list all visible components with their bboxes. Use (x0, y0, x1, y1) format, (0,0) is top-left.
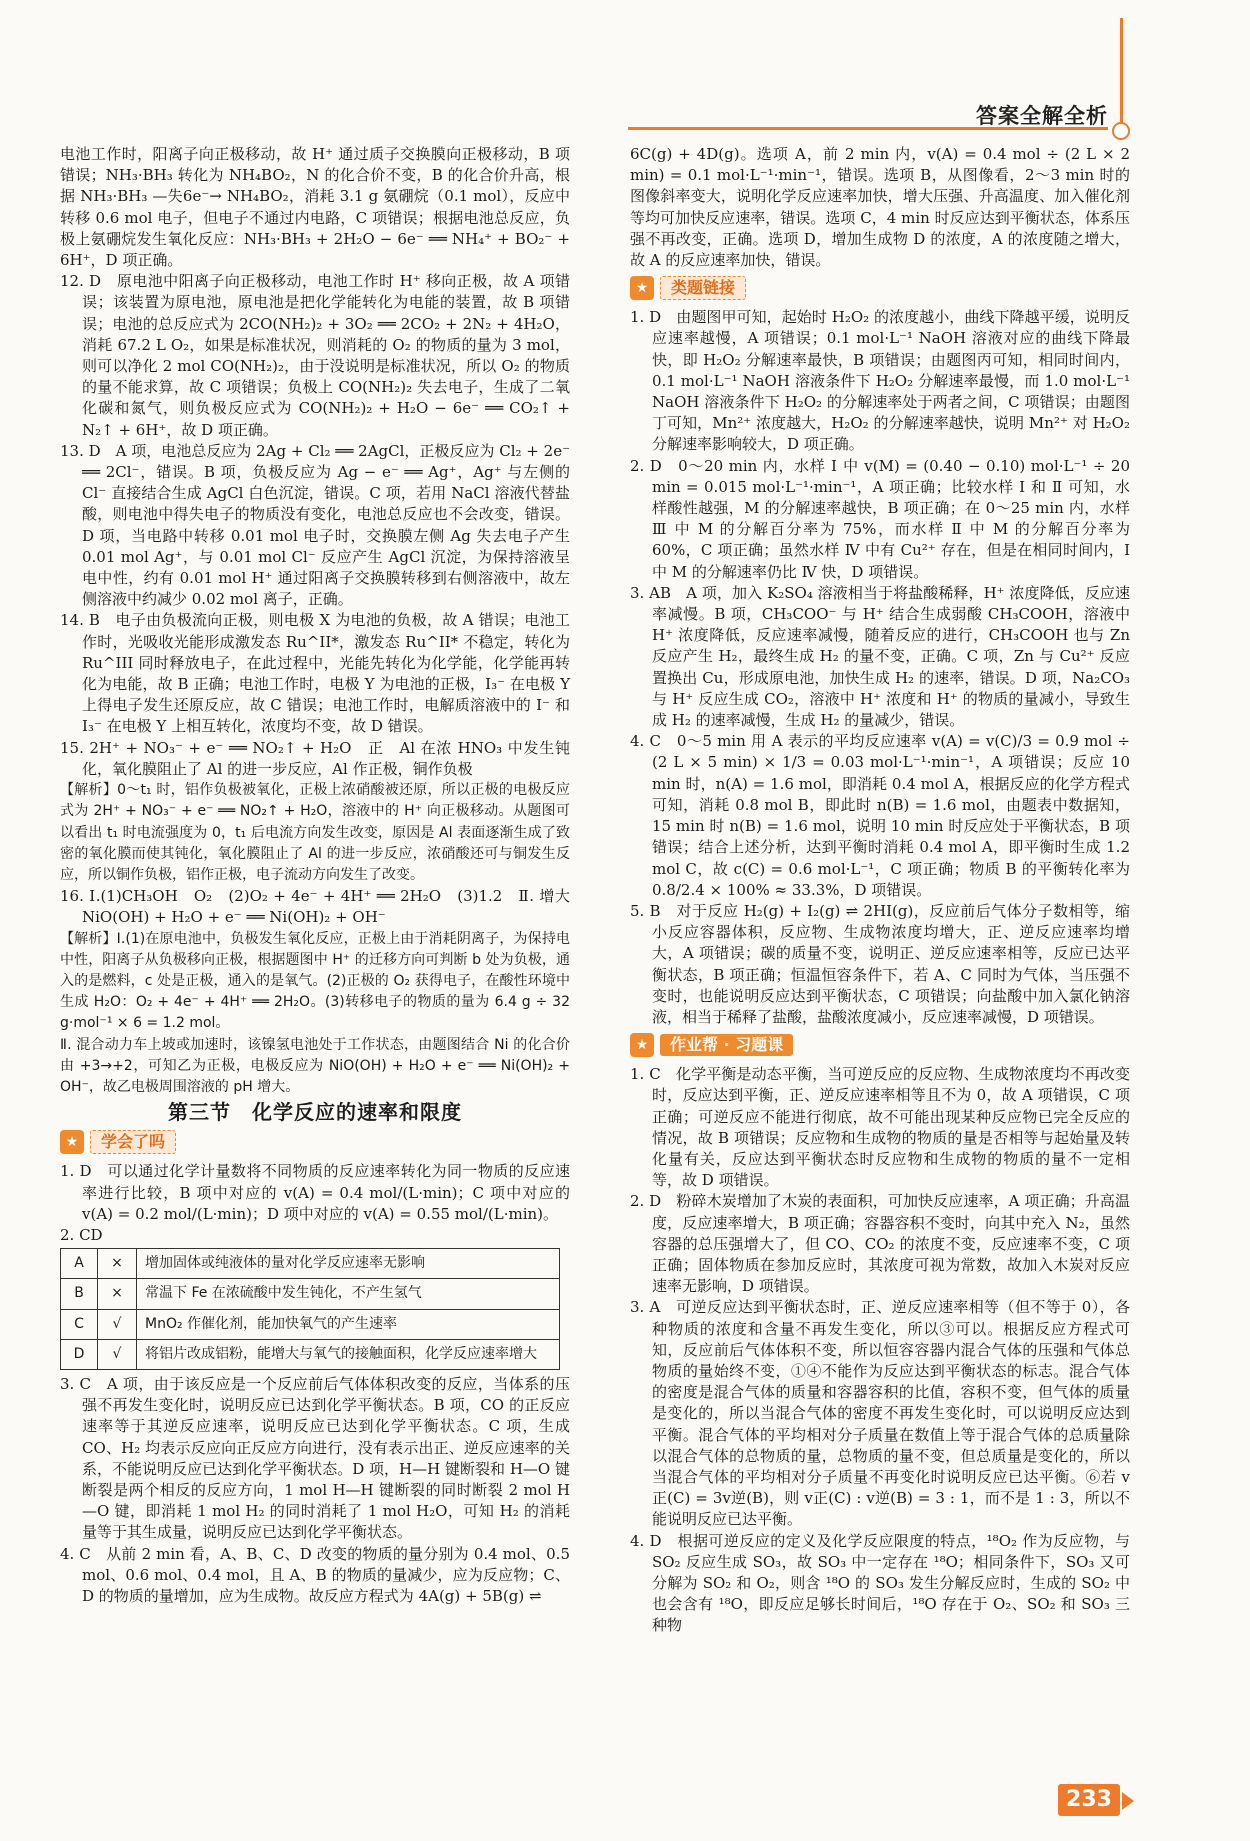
learn-answer-1: 1. D 可以通过化学计量数将不同物质的反应速率转化为同一物质的反应速率进行比较，B 项中对应的 v(A) = 0.4 mol/(L·min)；C 项中对应的 v(A) = 0.2 mol/(L·min)；D 项中对应的 v(A) = 0.55 mol/(L·min)。 (60, 1162, 570, 1223)
banner-homework-label: 作业帮 · 习题课 (660, 1034, 793, 1056)
table-cell-mark: √ (98, 1339, 137, 1369)
page-header (0, 0, 1250, 140)
table-cell-text: MnO₂ 作催化剂，能加快氧气的产生速率 (137, 1309, 560, 1339)
analysis-16-part2: Ⅱ. 混合动力车上坡或加速时，该镍氢电池处于工作状态，由题图结合 Ni 的化合价由 +3→+2，可知乙为正极，电极反应为 NiO(OH) + H₂O + e⁻ ══ Ni(OH)₂ + OH⁻，故乙电极周围溶液的 pH 增大。 (60, 1036, 570, 1095)
banner-learn (60, 1129, 570, 1155)
analysis-16-part1: 【解析】Ⅰ.(1)在原电池中，负极发生氧化反应，正极上由于消耗阴离子，为保持电中性，阳离子从负极移向正极，根据题图中 H⁺ 的迁移方向可判断 b 处为负极，通入的是燃料，c 处是正极，通入的是氧气。(2)正极的 O₂ 获得电子，在酸性环境中生成 H₂O：O₂ + 4e⁻ + 4H⁺ ══ 2H₂O。(3)转移电子的物质的量为 6.4 g ÷ 32 g·mol⁻¹ × 6 = 1.2 mol。 (60, 930, 570, 1032)
section-title: 第三节 化学反应的速率和限度 (168, 1100, 462, 1125)
header-dot-icon (1112, 122, 1130, 140)
table-cell-option: D (61, 1339, 98, 1369)
table-row (61, 1249, 560, 1279)
table-cell-option: B (61, 1279, 98, 1309)
left-intro: 电池工作时，阳离子向正极移动，故 H⁺ 通过质子交换膜向正极移动，B 项错误；NH₃·BH₃ 转化为 NH₄BO₂，N 的化合价不变，B 的化合价升高，根据 NH₃·BH₃ —失6e⁻→ NH₄BO₂，消耗 3.1 g 氨硼烷（0.1 mol），反应中转移 0.6 mol 电子，但电子不通过内电路，C 项错误；根据电池总反应，负极上氨硼烷发生氧化反应：NH₃·BH₃ + 2H₂O − 6e⁻ ══ NH₄⁺ + BO₂⁻ + 6H⁺，D 项正确。 (60, 145, 570, 270)
table-row (61, 1309, 560, 1339)
lightbulb-icon: ★ (630, 276, 654, 300)
table-cell-option: C (61, 1309, 98, 1339)
link-answer-3: 3. AB A 项，加入 K₂SO₄ 溶液相当于将盐酸稀释，H⁺ 浓度降低，反应速率减慢。B 项，CH₃COO⁻ 与 H⁺ 结合生成弱酸 CH₃COOH，溶液中 H⁺ 浓度降低，反应速率减慢，随着反应的进行，CH₃COOH 也与 Zn 反应产生 H₂，最终生成 H₂ 的量不变，正确。C 项，Zn 与 Cu²⁺ 反应置换出 Cu，形成原电池，加快生成 H₂ 的速率，错误。D 项，Na₂CO₃ 与 H⁺ 反应生成 CO₂，溶液中 H⁺ 浓度和 H⁺ 的物质的量减小，导致生成 H₂ 的速率减慢，生成 H₂ 的量减少，错误。 (630, 583, 1130, 730)
table-cell-text: 将铝片改成铝粉，能增大与氧气的接触面积，化学反应速率增大 (137, 1339, 560, 1369)
homework-answer-3: 3. A 可逆反应达到平衡状态时，正、逆反应速率相等（但不等于 0），各种物质的浓度和含量不再发生变化，所以③可以。根据反应方程式可知，反应前后气体体积不变，所以恒容容器内混合气体的压强和气体总物质的量始终不变，①④不能作为反应达到平衡状态的标志。混合气体的密度是混合气体的质量和容器容积的比值，容积不变，但气体的质量是变化的，所以当混合气体的密度不再发生变化时，可以说明反应达到平衡。混合气体的平均相对分子质量在数值上等于混合气体的总质量除以混合气体的总物质的量，总物质的量不变，但总质量是变化的，所以当混合气体的平均相对分子质量不再变化时说明反应已达平衡。⑥若 v正(C) = 3v逆(B)，则 v正(C) : v逆(B) = 3 : 1，而不是 1 : 3，所以不能说明反应已达平衡。 (630, 1298, 1130, 1529)
analysis-15: 【解析】0～t₁ 时，铝作负极被氧化，正极上浓硝酸被还原，所以正极的电极反应式为 2H⁺ + NO₃⁻ + e⁻ ══ NO₂↑ + H₂O，溶液中的 H⁺ 向正极移动。从题图可以看出 t₁ 时电流强度为 0，t₁ 后电流方向发生改变，原因是 Al 表面逐渐生成了致密的氧化膜而使其钝化，氧化膜阻止了 Al 的进一步反应，浓硝酸还可与铜发生反应，所以铜作负极，铝作正极，电子流动方向发生了改变。 (60, 782, 570, 883)
right-column (630, 144, 1130, 1637)
header-title: 答案全解全析 (976, 104, 1108, 128)
header-vertical-line (1120, 18, 1123, 130)
table-cell-mark: √ (98, 1309, 137, 1339)
answer-15: 15. 2H⁺ + NO₃⁻ + e⁻ ══ NO₂↑ + H₂O 正 Al 在浓 HNO₃ 中发生钝化，氧化膜阻止了 Al 的进一步反应，Al 作正极，铜作负极 (60, 738, 570, 778)
learn-answer-2: 2. CD (60, 1225, 103, 1244)
answer-14: 14. B 电子由负极流向正极，则电极 X 为电池的负极，故 A 错误；电池工作时，光吸收光能形成激发态 Ru^II*，激发态 Ru^II* 不稳定，转化为 Ru^III 同时释放电子，在此过程中，光能先转化为化学能，化学能再转化为电能，故 B 正确；电池工作时，电极 Y 为电池的正极，I₃⁻ 在电极 Y 上得电子发生还原反应，故 C 错误；电池工作时，电解质溶液中的 I⁻ 和 I₃⁻ 在电极 Y 上相互转化，浓度均不变，故 D 错误。 (60, 611, 570, 736)
link-answer-4: 4. C 0～5 min 用 A 表示的平均反应速率 v(A) = v(C)/3 = 0.9 mol ÷ (2 L × 5 min) × 1/3 = 0.03 mol·L⁻¹·min⁻¹，A 项错误；反应 10 min 时，n(A) = 1.6 mol，即消耗 0.4 mol A，根据反应的化学方程式可知，消耗 0.8 mol B，即此时 n(B) = 1.6 mol，由题表中数据知，15 min 时 n(B) = 1.6 mol，说明 10 min 时反应处于平衡状态，B 项错误；结合上述分析，达到平衡时消耗 0.4 mol A，即平衡时生成 1.2 mol C，故 c(C) = 0.6 mol·L⁻¹，C 项正确；物质 B 的平衡转化率为 0.8/2.4 × 100% ≈ 33.3%，D 项错误。 (630, 732, 1130, 899)
banner-link (630, 275, 1130, 301)
table-cell-mark: × (98, 1249, 137, 1279)
answer-16: 16. Ⅰ.(1)CH₃OH O₂ (2)O₂ + 4e⁻ + 4H⁺ ══ 2H₂O (3)1.2 Ⅱ. 增大 NiO(OH) + H₂O + e⁻ ══ Ni(OH)₂ + OH⁻ (60, 887, 586, 927)
arrow-right-icon (1122, 1792, 1134, 1810)
table-row (61, 1339, 560, 1369)
homework-answer-2: 2. D 粉碎木炭增加了木炭的表面积，可加快反应速率，A 项正确；升高温度，反应速率增大，B 项正确；容器容积不变时，向其中充入 N₂，虽然容器的总压强增大了，但 CO、CO₂ 的浓度不变，反应速率不变，C 项正确；固体物质在参加反应时，其浓度可视为常数，故加入木炭对反应速率无影响，D 项错误。 (630, 1192, 1130, 1296)
banner-homework (630, 1032, 1130, 1058)
table-cell-text: 增加固体或纯液体的量对化学反应速率无影响 (137, 1249, 560, 1279)
answer-13: 13. D A 项，电池总反应为 2Ag + Cl₂ ══ 2AgCl，正极反应为 Cl₂ + 2e⁻ ══ 2Cl⁻，错误。B 项，负极反应为 Ag − e⁻ ══ Ag⁺，Ag⁺ 与左侧的 Cl⁻ 直接结合生成 AgCl 白色沉淀，错误。C 项，若用 NaCl 溶液代替盐酸，则电池中得失电子的物质没有变化，电池总反应也不会改变，错误。D 项，当电路中转移 0.01 mol 电子时，交换膜左侧 Ag 失去电子产生 0.01 mol Ag⁺，与 0.01 mol Cl⁻ 反应产生 AgCl 沉淀，为保持溶液呈电中性，约有 0.01 mol H⁺ 通过阳离子交换膜转移到右侧溶液中，故左侧溶液中约减少 0.02 mol 离子，正确。 (60, 441, 570, 609)
table-row (61, 1279, 560, 1309)
table-cell-mark: × (98, 1279, 137, 1309)
learn-answer-4: 4. C 从前 2 min 看，A、B、C、D 改变的物质的量分别为 0.4 mol、0.5 mol、0.6 mol、0.4 mol，且 A、B 的物质的量减少，应为反应物；C、D 的物质的量增加，应为生成物。故反应方程式为 4A(g) + 5B(g) ⇌ (60, 1544, 570, 1605)
left-column (60, 144, 586, 1607)
table-cell-text: 常温下 Fe 在浓硫酸中发生钝化，不产生氢气 (137, 1279, 560, 1309)
answer-table (60, 1248, 560, 1370)
banner-link-label: 类题链接 (660, 276, 746, 300)
banner-learn-label: 学会了吗 (90, 1130, 176, 1154)
learn-answer-3: 3. C A 项，由于该反应是一个反应前后气体体积改变的反应，当体系的压强不再发生变化时，说明反应已达到化学平衡状态。B 项，CO 的正反应速率等于其逆反应速率，说明反应已达到化学平衡状态。C 项，生成 CO、H₂ 均表示反应向正反应方向进行，没有表示出正、逆反应速率的关系，不能说明反应已达到化学平衡状态。D 项，H—H 键断裂和 H—O 键断裂是两个相反的反应方向，1 mol H—H 键断裂的同时断裂 2 mol H—O 键，即消耗 1 mol H₂ 的同时消耗了 1 mol H₂O，可知 H₂ 的消耗量等于其生成量，说明反应已达到化学平衡状态。 (60, 1374, 570, 1542)
answer-12: 12. D 原电池中阳离子向正极移动，电池工作时 H⁺ 移向正极，故 A 项错误；该装置为原电池，原电池是把化学能转化为电能的装置，故 B 项错误；电池的总反应式为 2CO(NH₂)₂ + 3O₂ ══ 2CO₂ + 2N₂ + 4H₂O，消耗 67.2 L O₂，如果是标准状况，则消耗的 O₂ 的物质的量为 3 mol，则可以净化 2 mol CO(NH₂)₂，由于没说明是标准状况，所以 O₂ 的物质的量不能求算，故 C 项错误；负极上 CO(NH₂)₂ 失去电子，生成了二氧化碳和氮气，则负极反应式为 CO(NH₂)₂ + H₂O − 6e⁻ ══ CO₂↑ + N₂↑ + 6H⁺，故 D 项正确。 (60, 272, 570, 439)
link-answer-5: 5. B 对于反应 H₂(g) + I₂(g) ⇌ 2HI(g)，反应前后气体分子数相等，缩小反应容器体积，反应物、生成物浓度均增大，正、逆反应速率均增大，A 项错误；碳的质量不变，说明正、逆反应速率相等，反应已达平衡状态，B 项正确；恒温恒容条件下，若 A、C 同时为气体，当压强不变时，也能说明反应达到平衡状态，C 项错误；向盐酸中加入氯化钠溶液，相当于稀释了盐酸，盐酸浓度减小，反应速率减慢，D 项错误。 (630, 901, 1130, 1026)
right-intro: 6C(g) + 4D(g)。选项 A，前 2 min 内，v(A) = 0.4 mol ÷ (2 L × 2 min) = 0.1 mol·L⁻¹·min⁻¹，错误。选项 B，从图像看，2～3 min 时的图像斜率变大，说明化学反应速率加快，增大压强、升高温度、加入催化剂等均可加快反应速率，错误。选项 C，4 min 时反应达到平衡状态，体系压强不再改变，正确。选项 D，增加生成物 D 的浓度，A 的浓度随之增大，故 A 的反应速率加快，错误。 (630, 145, 1130, 270)
homework-answer-1: 1. C 化学平衡是动态平衡，当可逆反应的反应物、生成物浓度均不再改变时，反应达到平衡，正、逆反应速率相等且不为 0，故 A 项错误，C 项正确；可逆反应不能进行彻底，故不可能出现某种反应物已完全反应的情况，故 B 项错误；反应物和生成物的物质的量是否相等与起始量及转化量有关，反应达到平衡状态时反应物和生成物的物质的量不一定相等，故 D 项错误。 (630, 1065, 1130, 1190)
homework-answer-4: 4. D 根据可逆反应的定义及化学反应限度的特点，¹⁸O₂ 作为反应物，与 SO₂ 反应生成 SO₃，故 SO₃ 中一定存在 ¹⁸O；相同条件下，SO₃ 又可分解为 SO₂ 和 O₂，则含 ¹⁸O 的 SO₃ 发生分解反应时，生成的 SO₂ 中也会含有 ¹⁸O，即反应足够长时间后，¹⁸O 存在于 O₂、SO₂ 和 SO₃ 三种物 (630, 1531, 1130, 1635)
page-number: 233 (1058, 1784, 1120, 1816)
link-answer-2: 2. D 0～20 min 内，水样 Ⅰ 中 v(M) = (0.40 − 0.10) mol·L⁻¹ ÷ 20 min = 0.015 mol·L⁻¹·min⁻¹，A 项正确；比较水样 Ⅰ 和 Ⅱ 可知，水样酸性越强，M 的分解速率越快，B 项正确；在 0～25 min 内，水样 Ⅲ 中 M 的分解百分率为 75%，而水样 Ⅱ 中 M 的分解百分率为 60%，C 项正确；虽然水样 Ⅳ 中有 Cu²⁺ 存在，但是在相同时间内，Ⅰ 中 M 的分解速率仍比 Ⅳ 快，D 项错误。 (630, 456, 1130, 581)
lightbulb-icon: ★ (60, 1130, 84, 1154)
table-cell-option: A (61, 1249, 98, 1279)
link-answer-1: 1. D 由题图甲可知，起始时 H₂O₂ 的浓度越小，曲线下降越平缓，说明反应速率越慢，A 项错误；0.1 mol·L⁻¹ NaOH 溶液对应的曲线下降最快，即 H₂O₂ 分解速率最快，B 项错误；由题图丙可知，相同时间内，0.1 mol·L⁻¹ NaOH 溶液条件下 H₂O₂ 分解速率最慢，而 1.0 mol·L⁻¹ NaOH 溶液条件下 H₂O₂ 的分解速率处于两者之间，C 项错误；由题图丁可知，Mn²⁺ 浓度越大，H₂O₂ 的分解速率越快，说明 Mn²⁺ 对 H₂O₂ 分解速率影响较大，D 项正确。 (630, 308, 1130, 454)
lightbulb-icon: ★ (630, 1033, 654, 1057)
